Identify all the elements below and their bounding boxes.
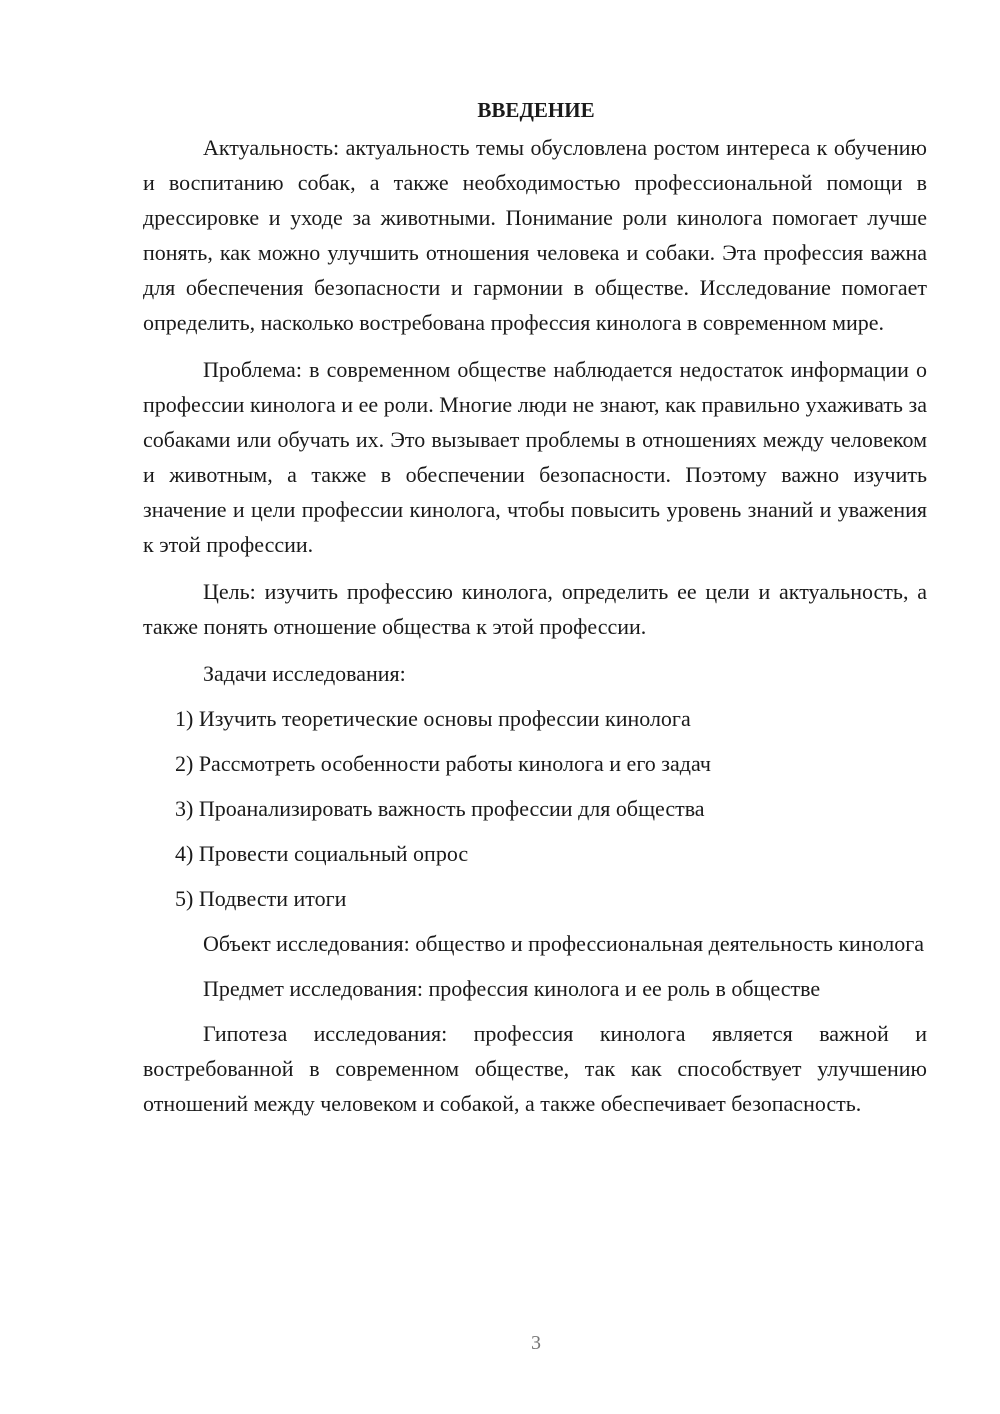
task-item: 3) Проанализировать важность профессии для общества [175,796,705,821]
goal-paragraph: Цель: изучить профессию кинолога, определить ее цели и актуальность, а также понять отношение общества к этой профессии. [143,579,927,639]
relevance-paragraph: Актуальность: актуальность темы обусловлена ростом интереса к обучению и воспитанию собак, а также необходимостью профессиональной помощи в дрессировке и уходе за животными. Понимание роли кинолога помогает лучше понять, как можно улучшить отношения человека и собаки. Эта профессия важна для обеспечения безопасности и гармонии в обществе. Исследование помогает определить, насколько востребована профессия кинолога в современном мире. [143,135,927,335]
object-paragraph: Объект исследования: общество и профессиональная деятельность кинолога [203,931,925,956]
task-item: 1) Изучить теоретические основы профессии кинолога [175,706,691,731]
document-page [143,95,927,1121]
page-title: ВВЕДЕНИЕ [477,98,595,122]
problem-paragraph: Проблема: в современном обществе наблюдается недостаток информации о профессии кинолога и ее роли. Многие люди не знают, как правильно ухаживать за собаками или обучать их. Это вызывает проблемы в отношениях между человеком и животным, а также в обеспечении безопасности. Поэтому важно изучить значение и цели профессии кинолога, чтобы повысить уровень знаний и уважения к этой профессии. [143,357,927,557]
task-item: 5) Подвести итоги [175,886,347,911]
task-item: 4) Провести социальный опрос [175,841,469,866]
tasks-list [143,701,927,916]
task-item: 2) Рассмотреть особенности работы кинолога и его задач [175,751,711,776]
subject-paragraph: Предмет исследования: профессия кинолога и ее роль в обществе [203,976,821,1001]
hypothesis-paragraph: Гипотеза исследования: профессия кинолога является важной и востребованной в современном обществе, так как способствует улучшению отношений между человеком и собакой, а также обеспечивает безопасность. [143,1021,927,1116]
tasks-heading: Задачи исследования: [203,661,406,686]
page-number: 3 [531,1332,541,1354]
